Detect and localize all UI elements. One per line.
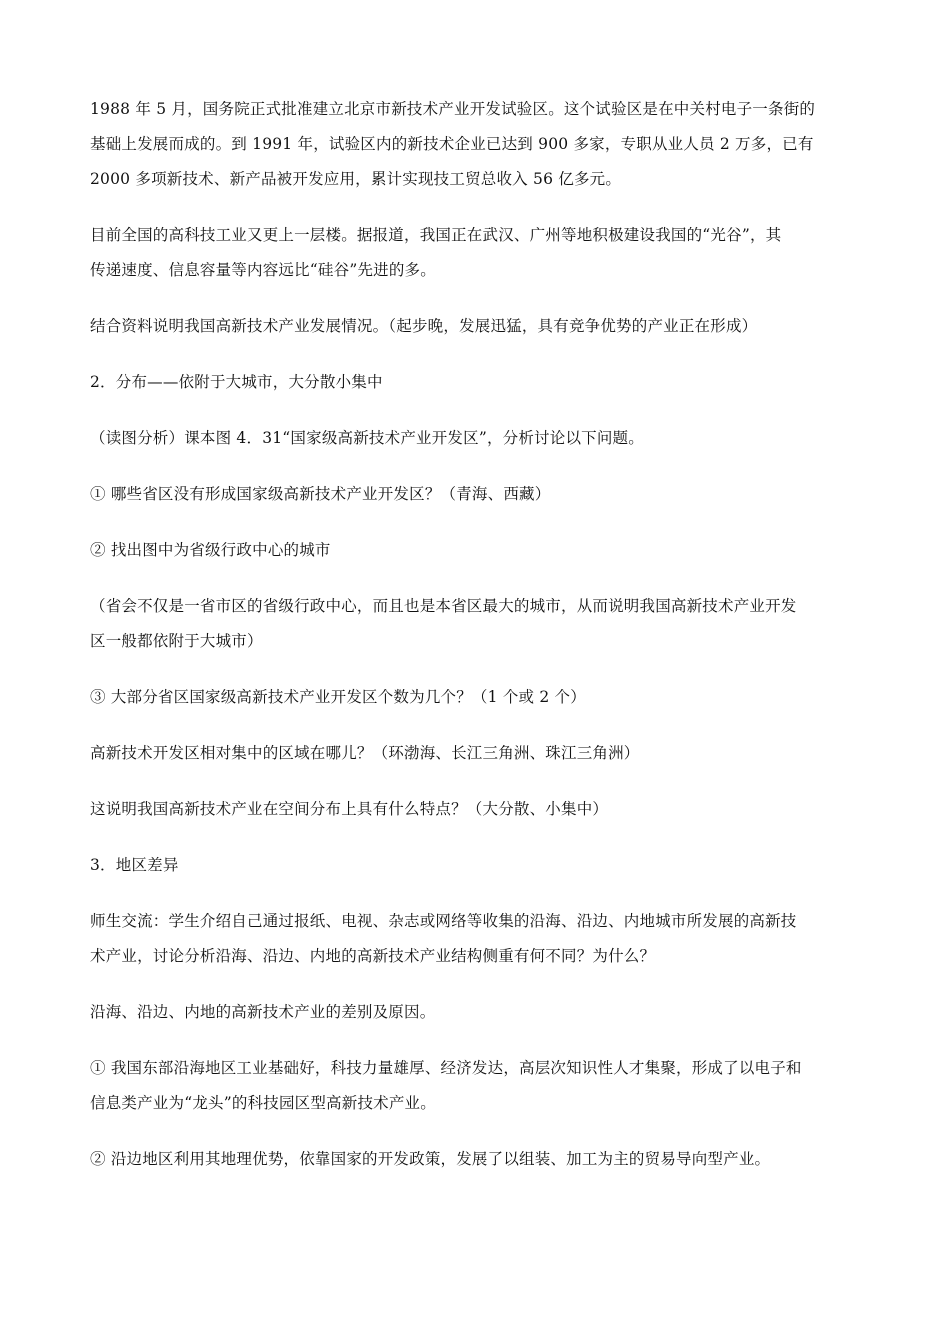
document-page [90, 92, 862, 1198]
text-line: ① 我国东部沿海地区工业基础好，科技力量雄厚、经济发达，高层次知识性人才集聚，形成了以电子和 [90, 1059, 802, 1077]
question-2 [90, 533, 862, 568]
question-3 [90, 680, 862, 715]
text-line: 1988 年 5 月，国务院正式批准建立北京市新技术产业开发试验区。这个试验区是在中关村电子一条街的 [90, 100, 816, 118]
text-line: 3．地区差异 [90, 856, 179, 874]
paragraph-discussion [90, 904, 862, 974]
question-characteristics [90, 792, 862, 827]
text-line: （读图分析）课本图 4．31“国家级高新技术产业开发区”，分析讨论以下问题。 [90, 429, 644, 447]
paragraph-differences-intro [90, 995, 862, 1030]
text-line: ② 找出图中为省级行政中心的城市 [90, 541, 331, 559]
answer-2 [90, 589, 862, 659]
text-line: 沿海、沿边、内地的高新技术产业的差别及原因。 [90, 1003, 436, 1021]
text-line: ① 哪些省区没有形成国家级高新技术产业开发区？（青海、西藏） [90, 485, 551, 503]
heading-distribution [90, 365, 862, 400]
text-line: 师生交流：学生介绍自己通过报纸、电视、杂志或网络等收集的沿海、沿边、内地城市所发展的高新技 [90, 912, 797, 930]
question-concentration [90, 736, 862, 771]
text-line: 2．分布——依附于大城市，大分散小集中 [90, 373, 383, 391]
text-line: ② 沿边地区利用其地理优势，依靠国家的开发政策，发展了以组装、加工为主的贸易导向型产业。 [90, 1150, 771, 1168]
text-line: ③ 大部分省区国家级高新技术产业开发区个数为几个？（1 个或 2 个） [90, 688, 586, 706]
text-line: 结合资料说明我国高新技术产业发展情况。（起步晚，发展迅猛，具有竞争优势的产业正在形成） [90, 317, 758, 335]
text-line: 这说明我国高新技术产业在空间分布上具有什么特点？（大分散、小集中） [90, 800, 609, 818]
paragraph-beijing-zone [90, 92, 862, 197]
paragraph-map-analysis [90, 421, 862, 456]
text-line: 传递速度、信息容量等内容远比“硅谷”先进的多。 [90, 261, 436, 279]
paragraph-optics-valley [90, 218, 862, 288]
text-line: （省会不仅是一省市区的省级行政中心，而且也是本省区最大的城市，从而说明我国高新技术产业开发 [90, 597, 797, 615]
text-line: 2000 多项新技术、新产品被开发应用，累计实现技工贸总收入 56 亿多元。 [90, 170, 622, 188]
paragraph-development-summary [90, 309, 862, 344]
text-line: 术产业，讨论分析沿海、沿边、内地的高新技术产业结构侧重有何不同？为什么？ [90, 947, 656, 965]
text-line: 区一般都依附于大城市） [90, 632, 263, 650]
point-border [90, 1142, 862, 1177]
point-coastal [90, 1051, 862, 1121]
text-line: 目前全国的高科技工业又更上一层楼。据报道，我国正在武汉、广州等地积极建设我国的“光谷”，其 [90, 226, 782, 244]
text-line: 基础上发展而成的。到 1991 年，试验区内的新技术企业已达到 900 多家，专职从业人员 2 万多，已有 [90, 135, 814, 153]
text-line: 高新技术开发区相对集中的区域在哪儿？（环渤海、长江三角洲、珠江三角洲） [90, 744, 640, 762]
question-1 [90, 477, 862, 512]
text-line: 信息类产业为“龙头”的科技园区型高新技术产业。 [90, 1094, 436, 1112]
heading-regional-differences [90, 848, 862, 883]
